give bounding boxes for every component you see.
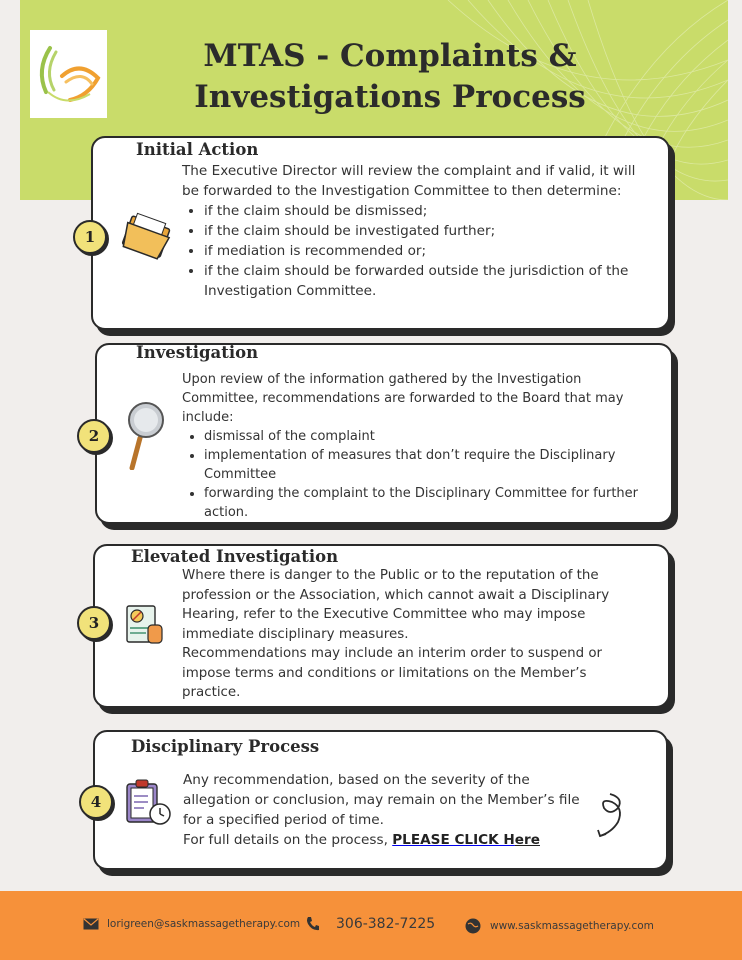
list-item: • dismissal of the complaint [204,427,652,446]
footer-email[interactable] [83,918,300,930]
step-intro-2: Upon review of the information gathered by the Investigation Committee, recommendations are forwarded to the Board that may include: [182,372,624,425]
step-intro-1: The Executive Director will review the complaint and if valid, it will be forwarded to the Investigation Committee to then determine: [182,163,636,199]
details-text: For full details on the process, [183,832,393,848]
globe-icon [465,918,481,934]
click-here-link[interactable] [392,832,540,848]
step-title-1: Initial Action [136,140,259,159]
step-body-3 [182,566,647,703]
footer-website[interactable] [465,918,654,934]
footer-email-text: lorigreen@saskmassagetherapy.com [107,918,301,930]
folder-icon [118,208,176,266]
page-title [180,36,600,118]
clipboard-timer-icon [124,778,174,828]
list-item: • forwarding the complaint to the Disciplinary Committee for further action. [204,484,652,522]
step-list-2 [182,427,652,522]
step-paragraph-4a: Any recommendation, based on the severity of the allegation or conclusion, may remain on the Member’s file for a specified period of time. [183,772,580,828]
step-title-3: Elevated Investigation [131,547,339,566]
phone-icon [306,916,320,932]
list-item: • if mediation is recommended or; [204,241,642,261]
click-here-link-label: PLEASE CLICK H [392,832,515,848]
step-list-1 [182,201,642,301]
step-title-2: Investigation [136,343,259,362]
list-item: • implementation of measures that don’t require the Disciplinary Committee [204,446,652,484]
logo [30,30,107,118]
step-paragraph-3b: Recommendations may include an interim order to suspend or impose terms and conditions or limitations on the Member’s practice. [182,646,603,700]
footer-phone[interactable] [306,916,435,932]
footer-phone-text: 306-382-7225 [336,916,436,932]
list-item: • if the claim should be forwarded outside the jurisdiction of the Investigation Committee. [204,261,642,301]
stop-document-icon [124,603,166,647]
step-body-1 [182,161,642,301]
list-item: • if the claim should be dismissed; [204,201,642,221]
click-here-link-underlined: ere [514,832,540,848]
list-item: • if the claim should be investigated further; [204,221,642,241]
step-paragraph-4b [183,830,583,850]
title-line-1: MTAS - Complaints & [203,38,577,74]
curly-arrow-icon [590,790,630,842]
step-paragraph-3a: Where there is danger to the Public or to the reputation of the profession or the Association, which cannot await a Disciplinary Hearing, refer to the Executive Committee who may impose immediate disciplinary measures. [182,568,610,642]
step-number-1: 1 [73,220,107,254]
step-number-4: 4 [79,785,113,819]
step-title-4: Disciplinary Process [131,737,320,756]
mail-icon [83,918,99,930]
magnifier-icon [122,400,166,470]
step-body-4 [183,770,583,850]
step-number-3: 3 [77,606,111,640]
footer [0,891,742,960]
footer-website-text: www.saskmassagetherapy.com [490,920,654,932]
title-line-2: Investigations Process [194,79,586,115]
step-body-2 [182,370,652,522]
step-number-2: 2 [77,419,111,453]
